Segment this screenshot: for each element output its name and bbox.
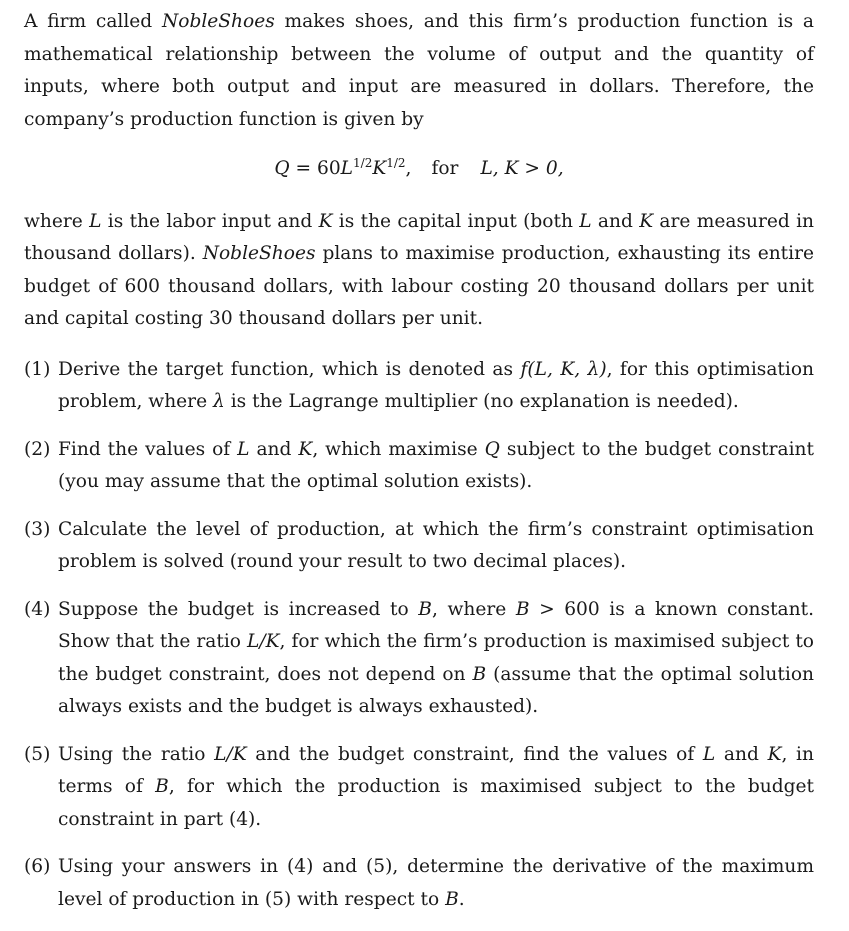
q-text: subject to the budget constraint (you may assume that the optimal solution exists). bbox=[58, 438, 814, 492]
q-math: B bbox=[472, 663, 487, 685]
q-text: . bbox=[458, 888, 465, 910]
desc-firm-name: NobleShoes bbox=[202, 243, 316, 264]
q-text: is the Lagrange multiplier (no explanation is needed). bbox=[224, 391, 739, 412]
q-math: K bbox=[767, 743, 782, 765]
document bbox=[24, 6, 814, 931]
q-math: L/K bbox=[247, 631, 280, 652]
q-text: Suppose the budget is increased to bbox=[58, 598, 419, 620]
q-math: Q bbox=[484, 438, 500, 460]
q-text: , in terms of bbox=[58, 743, 814, 797]
q-text: > 600 is a known constant. Show that the ratio bbox=[58, 598, 814, 652]
description-paragraph bbox=[24, 206, 814, 336]
q-text: and the budget constraint, find the values of bbox=[246, 743, 703, 765]
question-number: (1) bbox=[24, 358, 51, 380]
desc-k: K bbox=[318, 210, 333, 232]
question-item bbox=[24, 354, 814, 419]
desc-text-5: are measured in thousand dollars). bbox=[24, 210, 814, 264]
q-text: , where bbox=[431, 598, 516, 620]
question-number: (6) bbox=[24, 856, 51, 877]
desc-text-1: where bbox=[24, 210, 90, 232]
question-number: (2) bbox=[24, 438, 51, 460]
question-number: (3) bbox=[24, 518, 51, 540]
question-list bbox=[24, 354, 814, 917]
eq-k: K bbox=[372, 158, 387, 179]
q-math: L/K bbox=[214, 743, 247, 765]
eq-comma: , bbox=[405, 158, 412, 179]
eq-q: Q bbox=[274, 158, 290, 179]
desc-text-6: plans to maximise production, exhausting its entire budget of 600 thousand dollars, with labour costing 20 thousand dollars per unit and capital costing 30 thousand dollars per unit. bbox=[24, 243, 814, 329]
desc-text-2: is the labor input and bbox=[101, 210, 319, 232]
eq-for: for bbox=[431, 158, 459, 179]
question-item bbox=[24, 434, 814, 499]
question-number: (5) bbox=[24, 743, 51, 765]
q-math: B bbox=[418, 598, 432, 620]
q-text: Using your answers in (4) and (5), determine the derivative of the maximum level of production in (5) with respect to bbox=[58, 856, 814, 910]
q-math: K bbox=[298, 438, 313, 460]
q-text: Derive the target function, which is denoted as bbox=[58, 358, 521, 380]
q-text: , which maximise bbox=[312, 438, 485, 460]
q-math: B bbox=[515, 598, 530, 620]
q-text: (assume that the optimal solution always exists and the budget is always exhausted). bbox=[58, 663, 814, 717]
desc-text-3: is the capital input (both bbox=[332, 210, 580, 232]
eq-coefficient: = 60 bbox=[289, 158, 341, 179]
question-item bbox=[24, 514, 814, 579]
desc-l: L bbox=[89, 210, 102, 232]
desc-l2: L bbox=[579, 210, 592, 232]
eq-condition: L, K > 0, bbox=[480, 158, 564, 179]
q-text: , for this optimisation problem, where bbox=[58, 358, 814, 412]
question-item bbox=[24, 739, 814, 837]
question-item bbox=[24, 851, 814, 916]
intro-text: A firm called bbox=[24, 11, 162, 32]
production-function-equation bbox=[24, 153, 814, 186]
q-text: and bbox=[249, 438, 299, 460]
q-math: L bbox=[702, 743, 716, 765]
question-item bbox=[24, 594, 814, 724]
eq-l: L bbox=[340, 158, 354, 179]
eq-exp-l: 1/2 bbox=[353, 156, 373, 170]
q-text: Find the values of bbox=[58, 438, 238, 460]
eq-exp-k: 1/2 bbox=[386, 156, 406, 170]
q-text: Calculate the level of production, at which the firm’s constraint optimisation problem is solved (round your result to two decimal places). bbox=[58, 518, 814, 572]
intro-paragraph bbox=[24, 6, 814, 136]
q-math: B bbox=[445, 888, 459, 910]
desc-k2: K bbox=[639, 210, 654, 232]
q-text: , for which the production is maximised subject to the budget constraint in part (4). bbox=[58, 776, 814, 830]
q-math: L bbox=[237, 438, 250, 460]
question-number: (4) bbox=[24, 598, 51, 620]
q-math: B bbox=[155, 776, 169, 797]
intro-text-cont: makes shoes, and this firm’s production function is a mathematical relationship between the volume of output and the quantity of inputs, where both output and input are measured in dollars. Therefore, the company’s production function is given by bbox=[24, 11, 814, 130]
q-text: and bbox=[715, 743, 768, 765]
q-text: Using the ratio bbox=[58, 743, 215, 765]
firm-name: NobleShoes bbox=[161, 11, 275, 32]
q-math: f(L, K, λ) bbox=[520, 358, 607, 380]
q-math: λ bbox=[213, 391, 225, 412]
desc-text-4: and bbox=[591, 210, 640, 232]
q-text: , for which the firm’s production is maximised subject to the budget constraint, does not depend on bbox=[58, 631, 814, 685]
